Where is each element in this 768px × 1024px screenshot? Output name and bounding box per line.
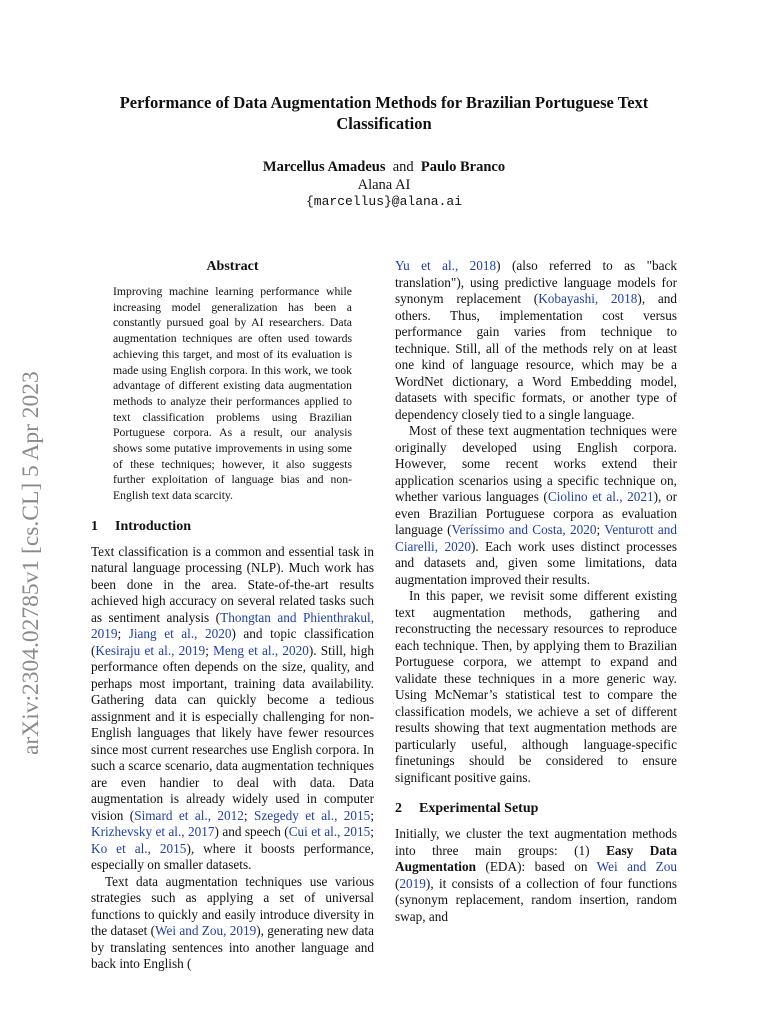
author-name: Paulo Branco	[420, 159, 506, 175]
abstract-text: Improving machine learning performance while increasing model generalization has been a constantly pursued goal by AI researchers. Data augmentation techniques are often used towards achieving this target, and most of its evaluation is made using English corpora. In this work, we took advantage of different existing data augmentation methods to analyze their performances applied to text classification problems using Brazilian Portuguese corpora. As a result, our analysis shows some putative improvements in using some of these techniques; however, it also suggests further exploitation of language bias and non-English text data scarcity.	[113, 285, 352, 503]
text-run: ), generating new data by translating sentences into another language and back into English (	[91, 923, 374, 972]
text-run: Text classification is a common and essential task in natural language processing (NLP). Much work has been done in the area. State-of-the-art results achieved high accuracy on several related tasks such as sentiment analysis (	[91, 543, 374, 625]
section-number: 2	[395, 801, 402, 816]
text-run: ), and others. Thus, implementation cost versus performance gain varies from technique to technique. Still, all of the methods rely on at least one kind of language resource, which may be a WordNet dictionary, a Word Embedding model, datasets with specific formats, or another type of dependency closely tied to a single language.	[395, 291, 678, 422]
citation-link[interactable]: Ciolino et al., 2021	[547, 489, 654, 504]
text-run: ;	[117, 626, 129, 642]
abstract-heading: Abstract	[206, 259, 259, 274]
intro-paragraph-1	[91, 544, 374, 874]
text-run: ;	[243, 807, 254, 823]
text-run: (	[395, 875, 400, 891]
right-column	[395, 258, 677, 925]
citation-link[interactable]: Yu et al., 2018	[395, 258, 497, 273]
citation-link[interactable]: Kobayashi, 2018	[538, 291, 638, 306]
citation-link[interactable]: Meng et al., 2020	[213, 642, 309, 658]
author-conjunction: and	[392, 159, 414, 175]
text-run: Initially, we cluster the text augmentation methods into three main groups: (1)	[395, 826, 677, 858]
text-run: (EDA): based on	[475, 859, 597, 874]
text-run: Text data augmentation techniques use various strategies such as applying a set of universal functions to quickly and easily introduce diversity in the dataset (	[91, 873, 374, 939]
citation-link[interactable]: Wei and Zou	[596, 859, 677, 874]
text-run: ;	[370, 807, 374, 823]
text-run: ;	[205, 642, 214, 658]
intro-paragraph-4: In this paper, we revisit some different existing text augmentation methods, gathering and reconstructing the necessary resources to reproduce each technique. Then, by applying them to Brazilian Portuguese corpora, we attempt to expand and validate these techniques in a more generic way. Using McNemar’s statistical test to compare the classification models, we achieve a set of different results showing that text augmentation methods are particularly useful, although language-specific finetunings should be considered to ensure significant positive gains.	[395, 588, 677, 785]
left-column	[91, 258, 374, 973]
section-title: Experimental Setup	[419, 801, 539, 816]
section-heading-introduction	[91, 518, 374, 536]
text-run: ), it consists of a collection of four functions (synonym replacement, random insertion, random swap, and	[395, 875, 677, 924]
citation-link[interactable]: Kesiraju et al., 2019	[95, 642, 206, 658]
section-heading-experimental-setup	[395, 800, 677, 818]
text-run: ), or even Brazilian Portuguese corpora as evaluation language (	[395, 489, 677, 537]
method-name-bold: Easy Data Augmentation	[395, 842, 677, 874]
affiliation: Alana AI	[357, 177, 411, 193]
text-run: ;	[596, 522, 605, 537]
author-email[interactable]: {marcellus}@alana.ai	[305, 194, 463, 209]
author-name: Marcellus Amadeus	[262, 159, 386, 175]
section-number: 1	[91, 518, 98, 534]
text-run: ) and speech (	[214, 824, 289, 840]
text-run: ), where it boosts performance, especially on smaller datasets.	[91, 840, 374, 873]
citation-link[interactable]: Ko et al., 2015	[91, 840, 187, 856]
arxiv-identifier-stamp: arXiv:2304.02785v1 [cs.CL] 5 Apr 2023	[18, 371, 44, 755]
section-title: Introduction	[115, 518, 191, 534]
citation-link[interactable]: Venturott and Ciarelli, 2020	[395, 522, 677, 554]
text-run: ) and topic classification (	[91, 626, 374, 658]
citation-link[interactable]: Veríssimo and Costa, 2020	[451, 522, 597, 537]
citation-link[interactable]: Wei and Zou, 2019	[155, 923, 257, 939]
citation-link[interactable]: Szegedy et al., 2015	[253, 807, 371, 823]
intro-paragraph-2	[91, 874, 374, 973]
citation-link[interactable]: Thongtan and Phienthrakul, 2019	[91, 609, 375, 642]
intro-paragraph-2-continued	[395, 258, 677, 423]
citation-link[interactable]: Krizhevsky et al., 2017	[91, 824, 215, 840]
setup-paragraph-1	[395, 826, 677, 925]
paper-title: Performance of Data Augmentation Methods for Brazilian Portuguese Text Classification	[119, 93, 649, 133]
text-run: Most of these text augmentation techniques were originally developed using English corpora. However, some recent works extend their application scenarios using a specific technique on, whether various languages (	[395, 423, 677, 504]
text-run: ). Still, high performance often depends on the size, quality, and perhaps most important, training data availability. Gathering data can quickly become a tedious assignment and it is especially challenging for non-English languages that likely have fewer resources since most current researches use English corpora. In such a scarce scenario, data augmentation techniques are even handier to deal with data. Data augmentation is already widely used in computer vision (	[91, 642, 374, 823]
citation-link[interactable]: 2019	[399, 875, 426, 891]
text-run: ). Each work uses distinct processes and datasets and, given some limitations, data augmentation improved their results.	[395, 538, 677, 587]
citation-link[interactable]: Cui et al., 2015	[288, 824, 371, 840]
text-run: ) (also referred to as "back translation"), using predictive language models for synonym replacement (	[395, 258, 677, 306]
text-run: ;	[370, 824, 374, 840]
author-line	[90, 158, 678, 176]
citation-link[interactable]: Simard et al., 2012	[134, 807, 244, 823]
intro-paragraph-3	[395, 423, 677, 588]
citation-link[interactable]: Jiang et al., 2020	[128, 626, 232, 642]
